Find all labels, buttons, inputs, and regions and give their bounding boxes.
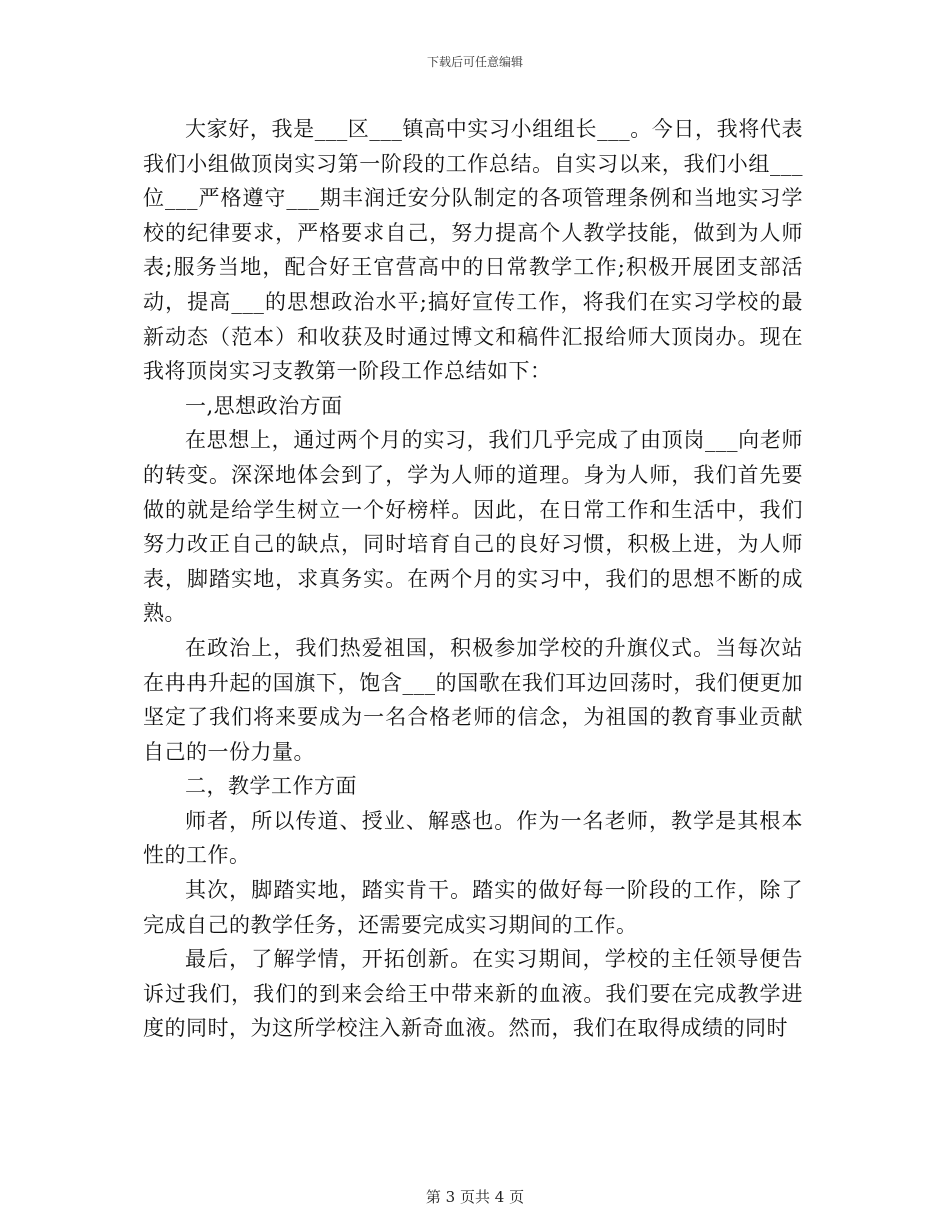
- paragraph-politics: 在政治上，我们热爱祖国，积极参加学校的升旗仪式。当每次站在冉冉升起的国旗下，饱含___的国歌在我们耳边回荡时，我们便更加坚定了我们将来要成为一名合格老师的信念，为祖国的教育事业贡献自己的一份力量。: [143, 635, 803, 764]
- section-heading-teaching: 二，教学工作方面: [185, 774, 357, 799]
- paragraph-teacher: 师者，所以传道、授业、解惑也。作为一名老师，教学是其根本性的工作。: [143, 808, 803, 868]
- paragraph-finally: 最后，了解学情，开拓创新。在实习期间，学校的主任领导便告诉过我们，我们的到来会给王中带来新的血液。我们要在完成教学进度的同时，为这所学校注入新奇血液。然而，我们在取得成绩的同时: [143, 947, 803, 1041]
- page-number: 第 3 页共 4 页: [425, 1188, 525, 1206]
- paragraph-intro: 大家好，我是___区___镇高中实习小组组长___。今日，我将代表我们小组做顶岗实习第一阶段的工作总结。自实习以来，我们小组___位___严格遵守___期丰润迁安分队制定的各项管理条例和当地实习学校的纪律要求，严格要求自己，努力提高个人教学技能，做到为人师表;服务当地，配合好王官营高中的日常教学工作;积极开展团支部活动，提高___的思想政治水平;搞好宣传工作，将我们在实习学校的最新动态（范本）和收获及时通过博文和稿件汇报给师大顶岗办。现在我将顶岗实习支教第一阶段工作总结如下：: [143, 117, 803, 384]
- page-header: 下载后可任意编辑: [426, 55, 523, 69]
- paragraph-thought: 在思想上，通过两个月的实习，我们几乎完成了由顶岗___向老师的转变。深深地体会到了，学为人师的道理。身为人师，我们首先要做的就是给学生树立一个好榜样。因此，在日常工作和生活中，我们努力改正自己的缺点，同时培育自己的良好习惯，积极上进，为人师表，脚踏实地，求真务实。在两个月的实习中，我们的思想不断的成熟。: [143, 428, 803, 626]
- section-heading-politics: 一,思想政治方面: [185, 393, 343, 418]
- paragraph-secondly: 其次，脚踏实地，踏实肯干。踏实的做好每一阶段的工作，除了完成自己的教学任务，还需要完成实习期间的工作。: [143, 878, 803, 937]
- document-body: [143, 112, 803, 1046]
